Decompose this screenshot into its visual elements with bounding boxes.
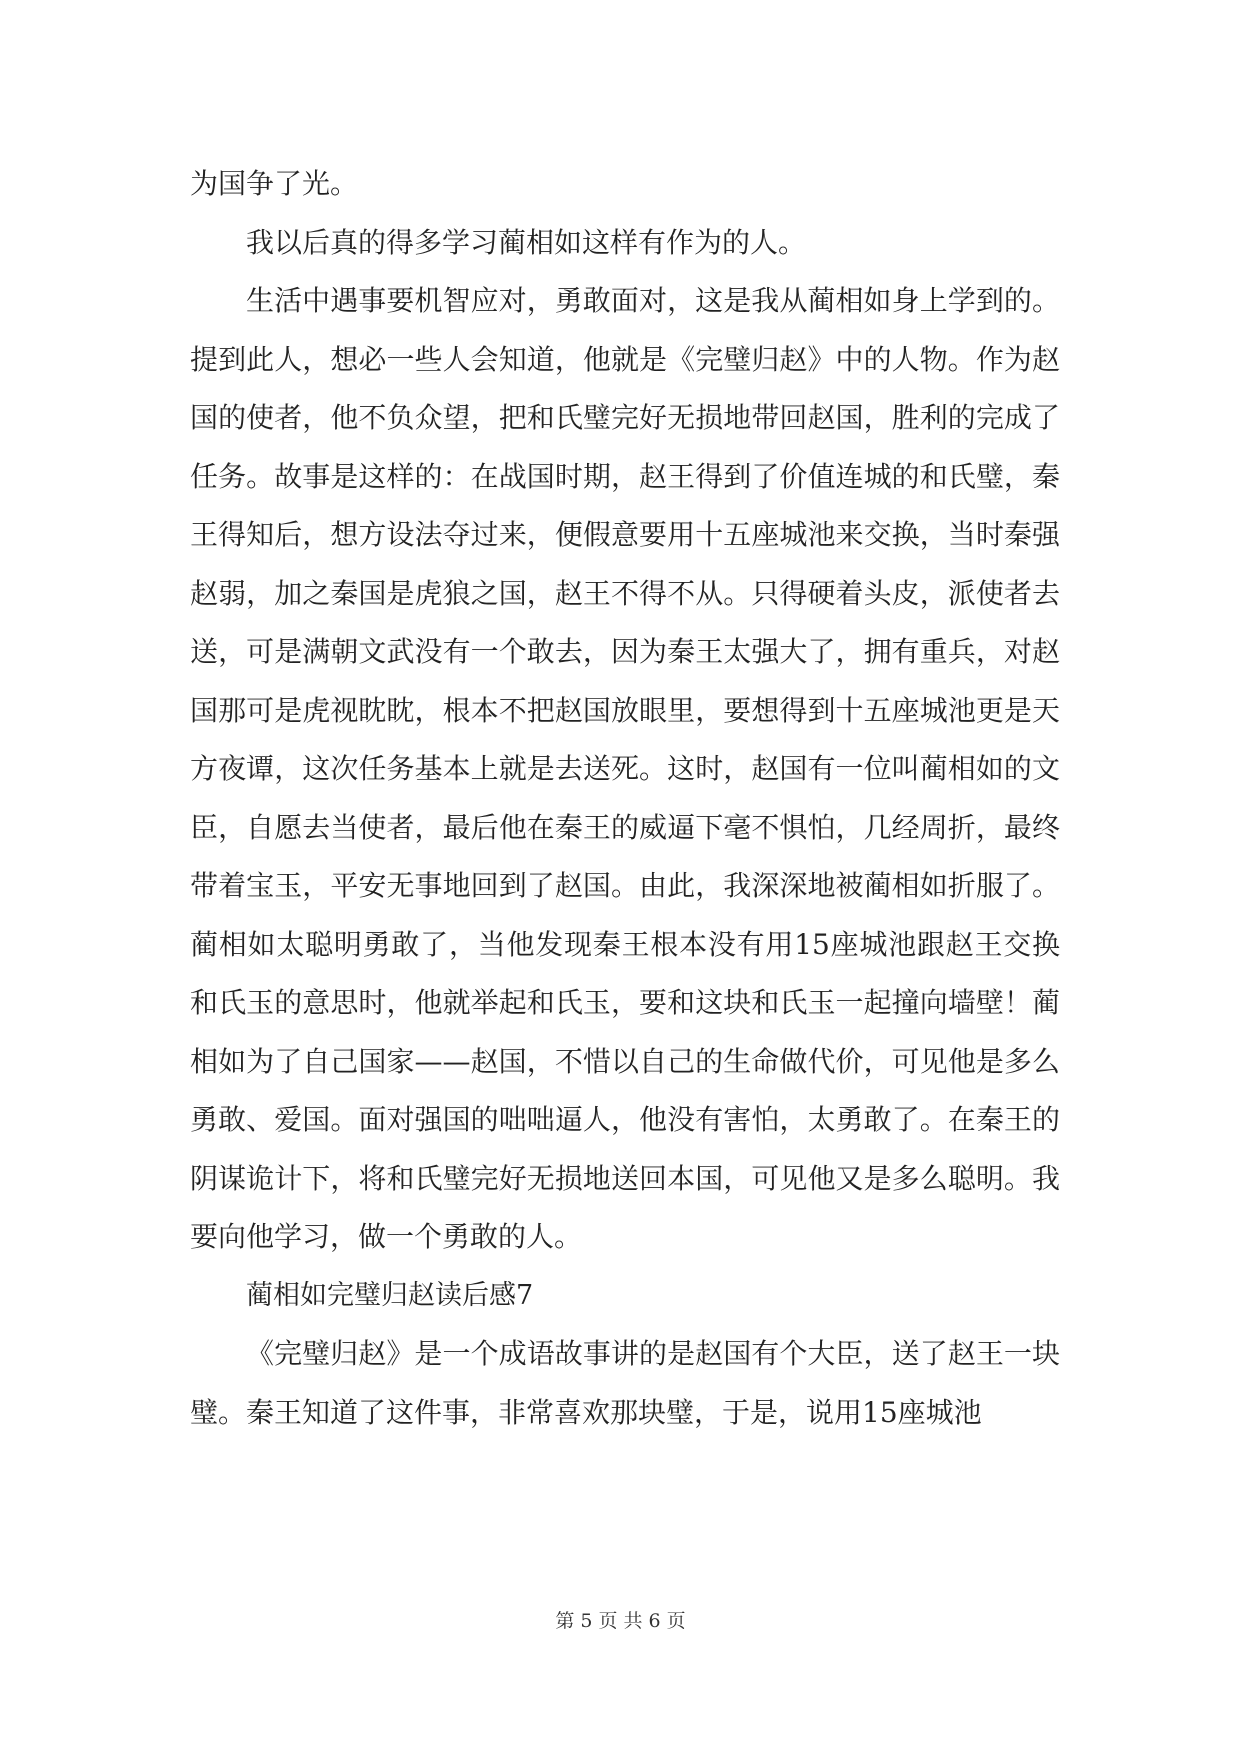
- paragraph-4: 《完璧归赵》是一个成语故事讲的是赵国有个大臣，送了赵王一块璧。秦王知道了这件事，非常喜欢那块璧，于是，说用15座城池: [190, 1337, 1060, 1429]
- paragraph-2: 我以后真的得多学习蔺相如这样有作为的人。: [246, 225, 807, 259]
- page-number-footer: 第 5 页 共 6 页: [555, 1610, 686, 1632]
- paragraph-1: 为国争了光。: [190, 167, 359, 200]
- document-body: [190, 155, 1060, 1442]
- section-heading: 蔺相如完璧归赵读后感7: [246, 1279, 534, 1311]
- paragraph-3: 生活中遇事要机智应对，勇敢面对，这是我从蔺相如身上学到的。提到此人，想必一些人会知道，他就是《完璧归赵》中的人物。作为赵国的使者，他不负众望，把和氏璧完好无损地带回赵国，胜利的完成了任务。故事是这样的：在战国时期，赵王得到了价值连城的和氏璧，秦王得知后，想方设法夺过来，便假意要用十五座城池来交换，当时秦强赵弱，加之秦国是虎狼之国，赵王不得不从。只得硬着头皮，派使者去送，可是满朝文武没有一个敢去，因为秦王太强大了，拥有重兵，对赵国那可是虎视眈眈，根本不把赵国放眼里，要想得到十五座城池更是天方夜谭，这次任务基本上就是去送死。这时，赵国有一位叫蔺相如的文臣，自愿去当使者，最后他在秦王的威逼下毫不惧怕，几经周折，最终带着宝玉，平安无事地回到了赵国。由此，我深深地被蔺相如折服了。蔺相如太聪明勇敢了，当他发现秦王根本没有用15座城池跟赵王交换和氏玉的意思时，他就举起和氏玉，要和这块和氏玉一起撞向墙壁！蔺相如为了自己国家——赵国，不惜以自己的生命做代价，可见他是多么勇敢、爱国。面对强国的咄咄逼人，他没有害怕，太勇敢了。在秦王的阴谋诡计下，将和氏璧完好无损地送回本国，可见他又是多么聪明。我要向他学习，做一个勇敢的人。: [190, 284, 1060, 1253]
